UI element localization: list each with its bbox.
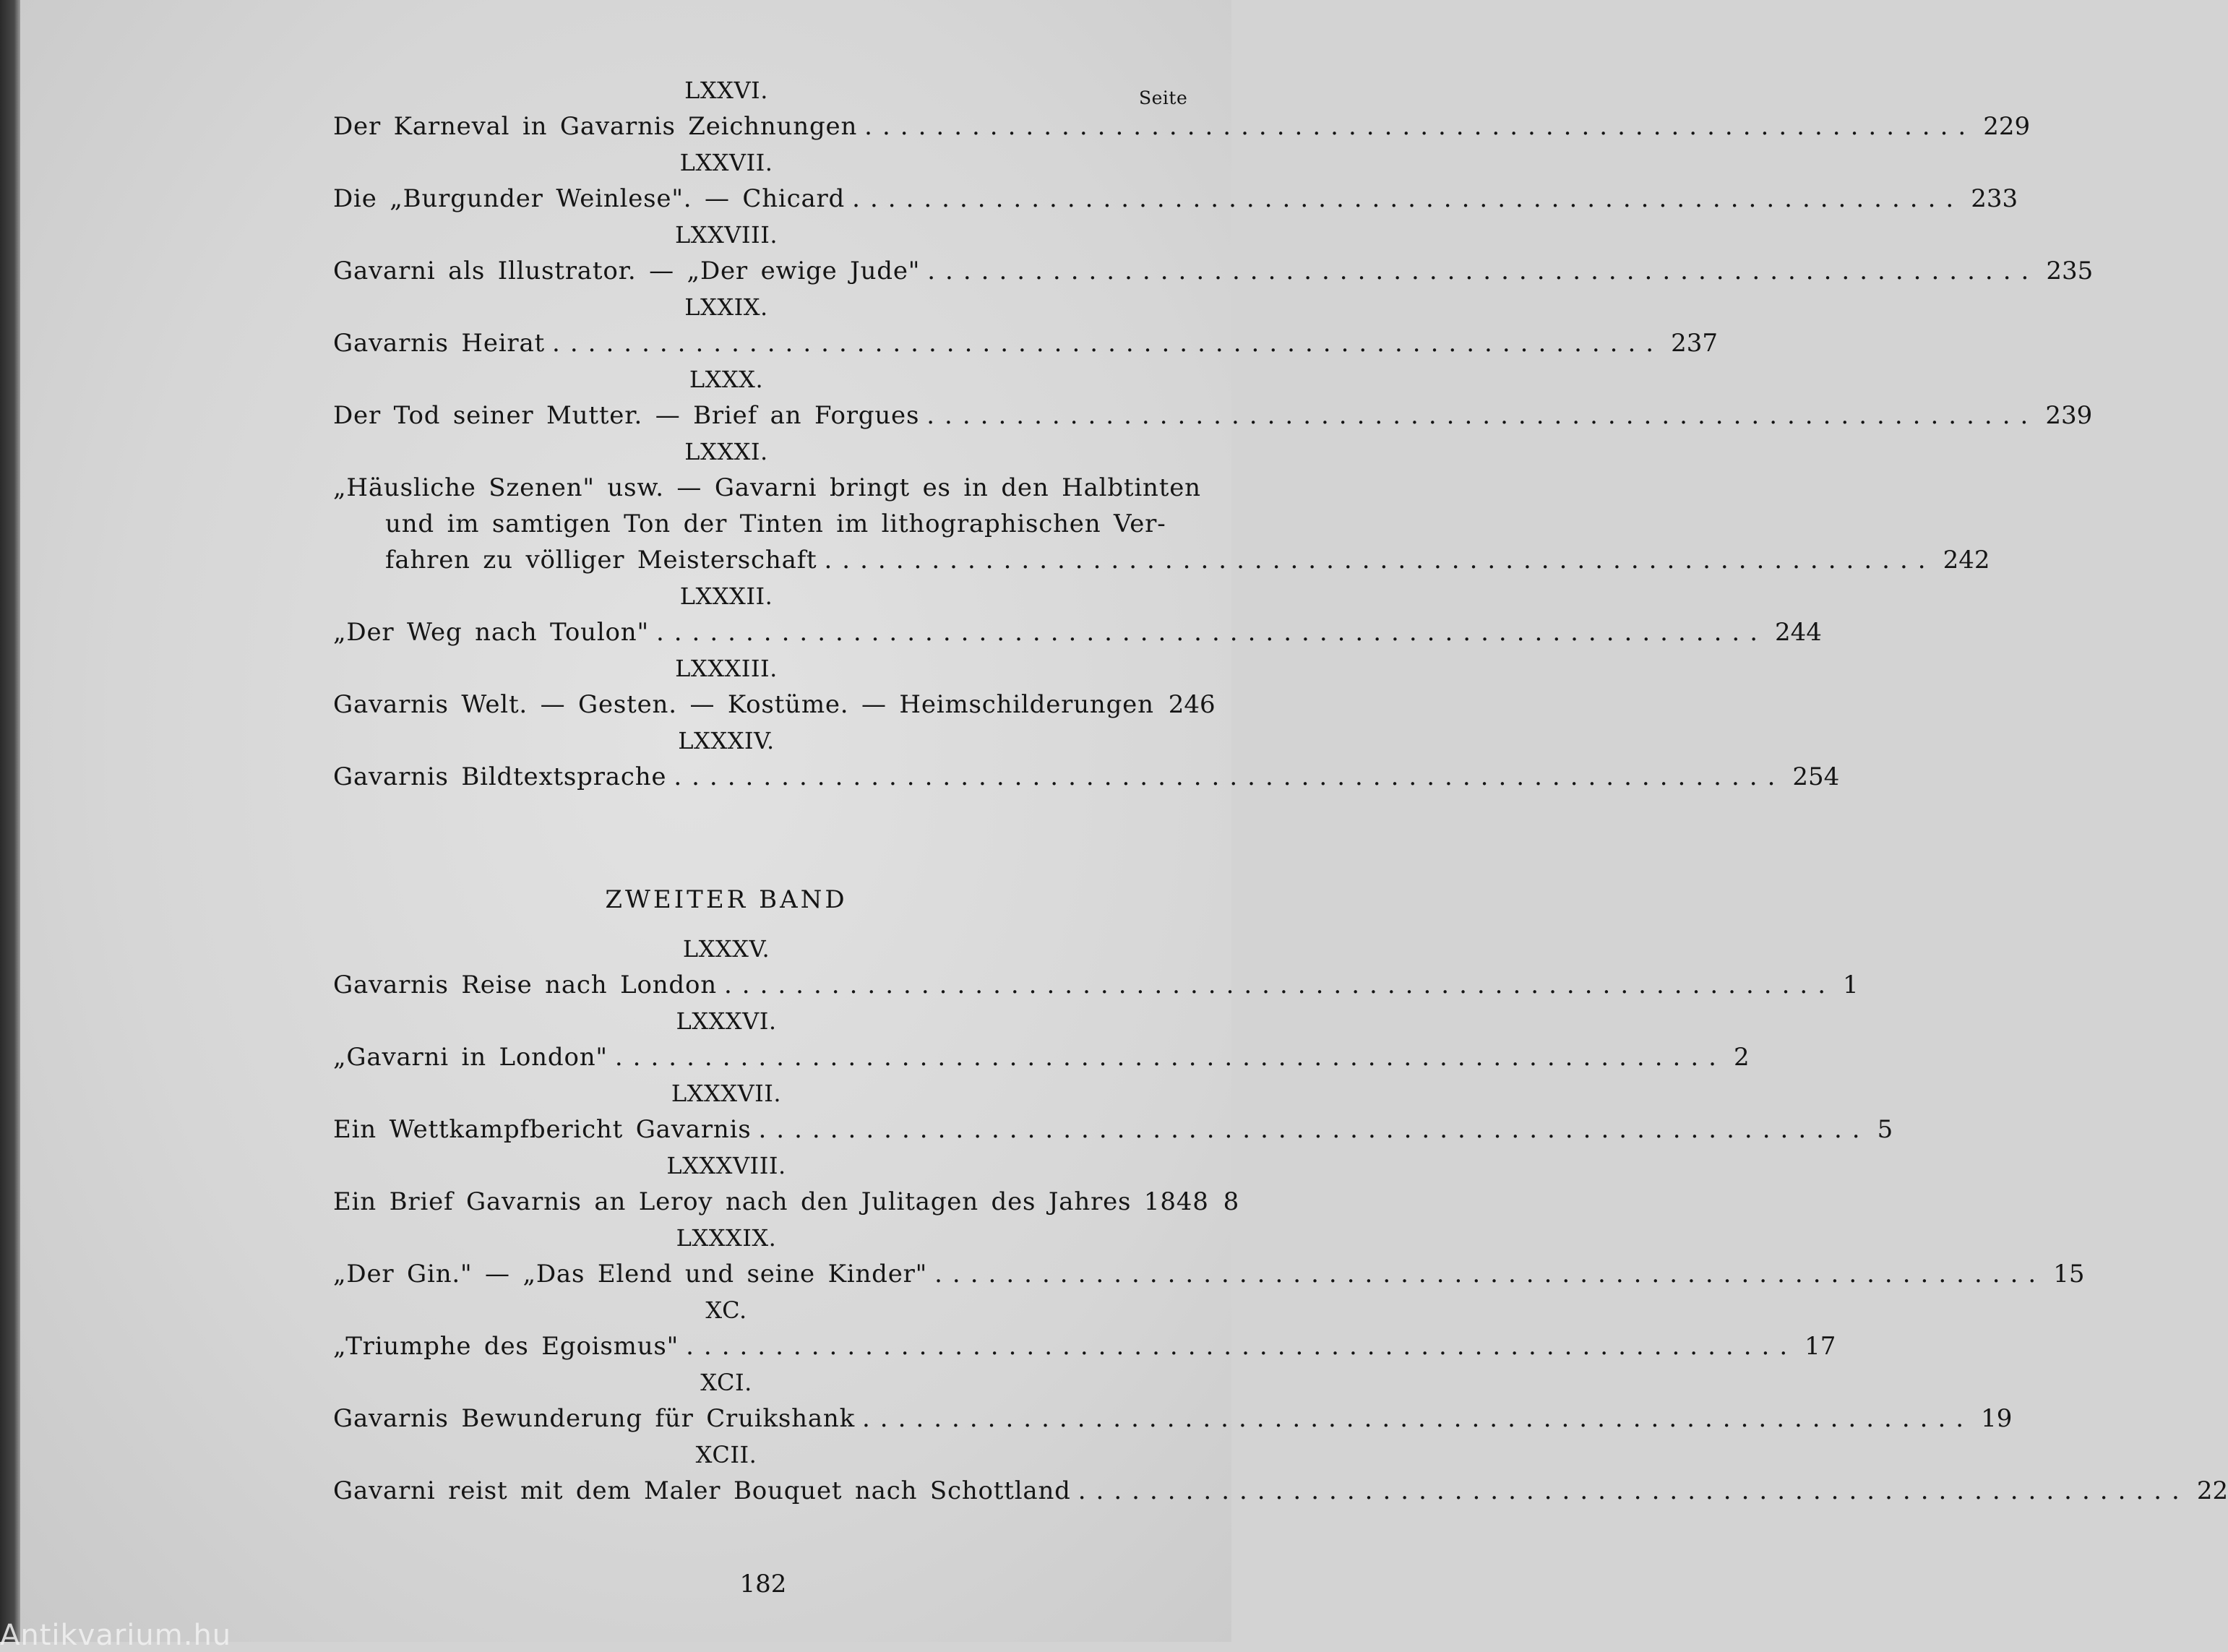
toc-entry [333, 1039, 1750, 1075]
entry-page: 1 [1843, 971, 1859, 999]
chapter-numeral: LXXXIX. [676, 1224, 777, 1252]
table-of-contents [333, 72, 2228, 1509]
toc-entry [333, 181, 2018, 217]
entry-title-line: „Häusliche Szenen" usw. — Gavarni bringt es in den Halbtinten [333, 473, 1201, 502]
chapter-numeral: XC. [705, 1296, 747, 1324]
entry-page: 242 [1943, 546, 1990, 575]
entry-title-line: fahren zu völliger Meisterschaft [385, 546, 817, 575]
book-page [20, 0, 2228, 1642]
leader-dots: .............................................................. [926, 401, 2039, 430]
toc-entry [333, 759, 1840, 795]
page-number: 182 [739, 1570, 787, 1599]
entry-page: 239 [2045, 401, 2093, 430]
leader-dots: .............................................................. [852, 184, 1964, 213]
toc-entry [333, 1401, 2013, 1437]
entry-title: „Der Weg nach Toulon" [333, 618, 649, 647]
leader-dots: .............................................................. [1078, 1476, 2190, 1505]
entry-title: Gavarnis Reise nach London [333, 971, 717, 999]
toc-group-part2 [333, 931, 2228, 1509]
entry-page: 233 [1971, 184, 2018, 213]
section-title: ZWEITER BAND [605, 885, 848, 914]
entry-title: Gavarni als Illustrator. — „Der ewige Jude" [333, 257, 921, 285]
entry-page: 244 [1775, 618, 1822, 647]
toc-entry [333, 253, 2094, 289]
toc-group-part1 [333, 72, 2094, 434]
entry-title: Gavarnis Bewunderung für Cruikshank [333, 1404, 855, 1433]
leader-dots: .............................................................. [674, 762, 1786, 791]
entry-page: 254 [1792, 762, 1840, 791]
toc-entry-multiline [333, 470, 1990, 578]
chapter-numeral: XCI. [700, 1369, 752, 1396]
chapter-numeral: LXXVIII. [674, 221, 778, 249]
leader-dots: .............................................................. [723, 971, 1836, 999]
chapter-numeral: LXXXIII. [675, 655, 778, 682]
toc-group-part1b [333, 578, 1840, 795]
entry-page: 237 [1671, 329, 1719, 358]
entry-page: 235 [2046, 257, 2094, 285]
entry-title: Gavarnis Bildtextsprache [333, 762, 667, 791]
chapter-numeral: LXXX. [689, 366, 764, 393]
entry-page: 229 [1983, 112, 2031, 141]
entry-page: 5 [1877, 1115, 1893, 1144]
chapter-numeral: LXXXVIII. [666, 1152, 786, 1179]
entry-page: 19 [1981, 1404, 2013, 1433]
entry-page: 22 [2196, 1476, 2228, 1505]
entry-title: Der Karneval in Gavarnis Zeichnungen [333, 112, 858, 141]
entry-page: 17 [1805, 1332, 1836, 1361]
chapter-numeral: LXXIX. [684, 293, 768, 321]
chapter-numeral: LXXXV. [682, 935, 770, 963]
entry-title-line: und im samtigen Ton der Tinten im lithographischen Ver- [385, 509, 1166, 538]
toc-entry [333, 1184, 1239, 1220]
entry-page: 246 [1168, 690, 1216, 719]
leader-dots: .............................................................. [934, 1260, 2047, 1289]
leader-dots: .............................................................. [864, 112, 1977, 141]
chapter-numeral: LXXVI. [684, 77, 768, 104]
chapter-numeral: LXXVII. [679, 149, 773, 176]
entry-title: „Triumphe des Egoismus" [333, 1332, 679, 1361]
toc-entry [333, 542, 1990, 578]
toc-entry [333, 1473, 2228, 1509]
entry-title: Ein Wettkampfbericht Gavarnis [333, 1115, 752, 1144]
entry-title: „Gavarni in London" [333, 1043, 608, 1072]
entry-title: Ein Brief Gavarnis an Leroy nach den Julitagen des Jahres 1848 [333, 1187, 1209, 1216]
toc-entry [333, 397, 2093, 434]
book-spine [0, 0, 20, 1642]
leader-dots: .............................................................. [758, 1115, 1870, 1144]
seite-label: Seite [1139, 87, 1188, 108]
toc-entry [333, 1111, 1893, 1148]
chapter-numeral: LXXXVII. [671, 1080, 782, 1107]
entry-title: Gavarni reist mit dem Maler Bouquet nach Schottland [333, 1476, 1071, 1505]
chapter-numeral: LXXXVI. [676, 1007, 777, 1035]
toc-entry [333, 1256, 2085, 1292]
entry-page: 8 [1223, 1187, 1239, 1216]
leader-dots: .............................................................. [824, 546, 1936, 575]
chapter-numeral: LXXXII. [679, 582, 773, 610]
leader-dots: .............................................................. [686, 1332, 1798, 1361]
toc-entry [333, 108, 2031, 145]
leader-dots: .............................................................. [614, 1043, 1726, 1072]
entry-page: 2 [1733, 1043, 1750, 1072]
toc-entry [333, 325, 1719, 361]
entry-title: Gavarnis Heirat [333, 329, 546, 358]
toc-entry [333, 967, 1859, 1003]
toc-entry [333, 1328, 1836, 1364]
entry-title: Gavarnis Welt. — Gesten. — Kostüme. — Heimschilderungen [333, 690, 1154, 719]
leader-dots: .............................................................. [862, 1404, 1974, 1433]
toc-entry [333, 614, 1822, 650]
entry-title: „Der Gin." — „Das Elend und seine Kinder" [333, 1260, 928, 1289]
entry-page: 15 [2053, 1260, 2085, 1289]
watermark: Antikvarium.hu [0, 1619, 232, 1652]
entry-title: Der Tod seiner Mutter. — Brief an Forgues [333, 401, 920, 430]
toc-entry [333, 687, 1216, 723]
chapter-numeral: LXXXIV. [678, 727, 775, 754]
entry-title: Die „Burgunder Weinlese". — Chicard [333, 184, 846, 213]
leader-dots: .............................................................. [927, 257, 2039, 285]
leader-dots: .............................................................. [552, 329, 1664, 358]
chapter-numeral: LXXXI. [684, 438, 768, 465]
chapter-numeral: XCII. [695, 1441, 757, 1468]
leader-dots: .............................................................. [655, 618, 1768, 647]
